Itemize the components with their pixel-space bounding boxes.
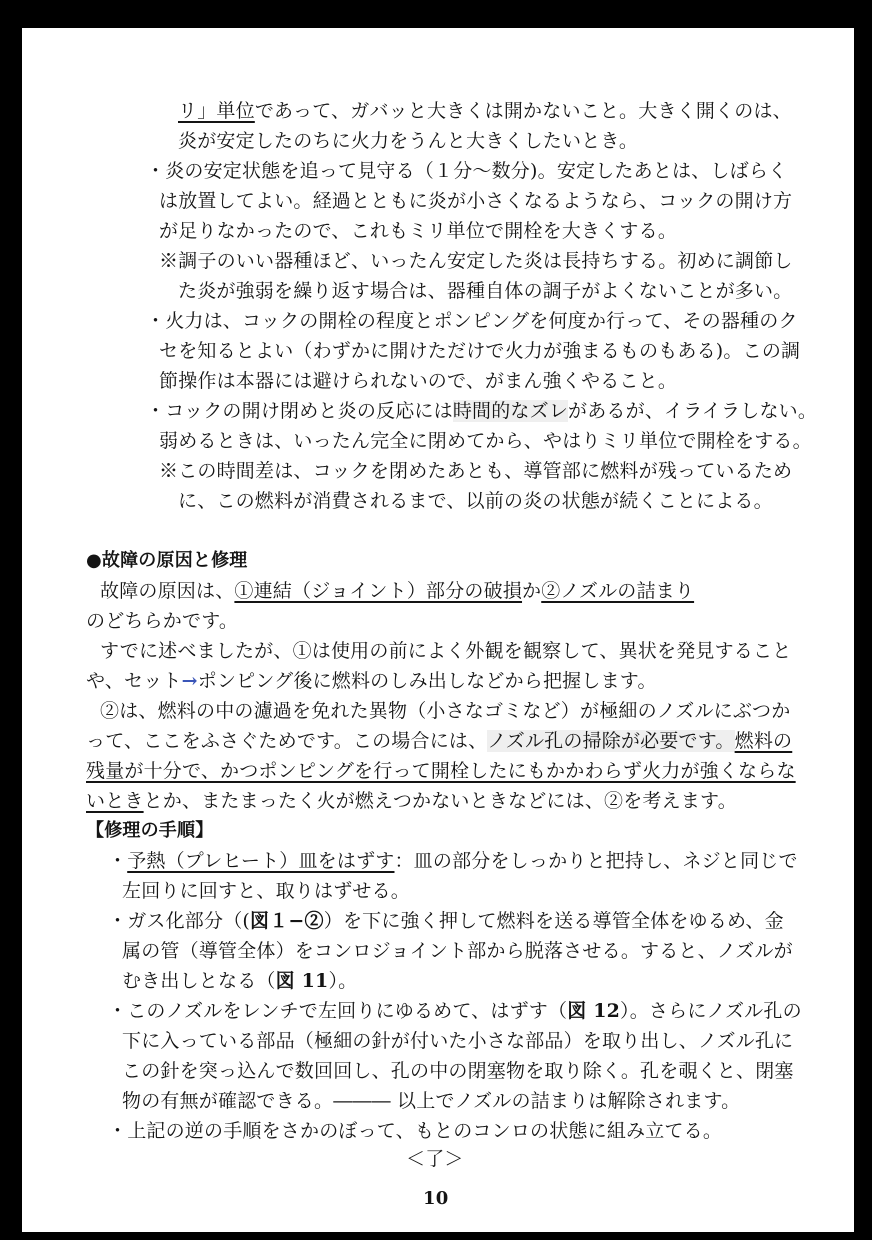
text: 故障の原因は、 <box>100 580 235 602</box>
tip-note-line-1: ※調子のいい器種ほど、いったん安定した炎は長持ちする。初めに調節し <box>159 250 793 272</box>
text: ・ガス化部分（( <box>108 910 251 932</box>
text: ・このノズルをレンチで左回りにゆるめて、はずす（ <box>108 1000 568 1022</box>
tip-line-10: 節操作は本器には避けられないので、がまん強くやること。 <box>159 370 678 392</box>
repair-step-1-line-1 <box>108 848 798 874</box>
text: か <box>522 580 542 602</box>
text: ・ <box>108 850 128 872</box>
repair-step-2-line-3 <box>122 968 357 994</box>
repair-step-2-line-1 <box>108 908 784 934</box>
tip-note-line-2: た炎が強弱を繰り返す場合は、器種自体の調子がよくないことが多い。 <box>178 280 793 302</box>
tip-note-line-4: に、この燃料が消費されるまで、以前の炎の状態が続くことによる。 <box>178 490 773 512</box>
text: って、ここをふさぐためです。この場合には、 <box>86 730 488 752</box>
text: ・コックの開け閉めと炎の反応には <box>146 400 453 422</box>
underlined-phrase: ①連結（ジョイント）部分の破損 <box>234 580 523 602</box>
failure-para-1 <box>100 578 694 604</box>
tip-line-3: ・炎の安定状態を追って見守る（１分〜数分)。安定したあとは、しばらく <box>146 160 788 182</box>
failure-para-3-line-1: ②は、燃料の中の濾過を免れた異物（小さなゴミなど）が極細のノズルにぶつか <box>100 700 791 722</box>
repair-step-3-line-1 <box>108 998 802 1024</box>
repair-step-3-line-4: 物の有無が確認できる。――― 以上でノズルの詰まりは解除されます。 <box>122 1090 741 1112</box>
repair-step-3-line-3: この針を突っ込んで数回回し、孔の中の閉塞物を取り除く。孔を覗くと、閉塞 <box>122 1060 794 1082</box>
tip-line-4: は放置してよい。経過とともに炎が小さくなるようなら、コックの開け方 <box>159 190 793 212</box>
text: ）。 <box>328 970 358 992</box>
text: ）。さらにノズル孔の <box>620 1000 802 1022</box>
text: とか、またまったく火が燃えつかないときなどには、②を考えます。 <box>143 790 737 812</box>
tip-note-line-3: ※この時間差は、コックを閉めたあとも、導管部に燃料が残っているため <box>159 460 793 482</box>
document-page <box>22 28 854 1232</box>
failure-para-3-line-3: 残量が十分で、かつポンピングを行って開栓したにもかかわらず火力が強くならな <box>86 760 796 782</box>
text: であって、ガバッと大きくは開かないこと。大きく開くのは、 <box>254 100 792 122</box>
text: むき出しとなる（ <box>122 970 276 992</box>
text: があるが、イライラしない。 <box>568 400 818 422</box>
end-mark: ＜了＞ <box>406 1148 464 1170</box>
page-number: 10 <box>423 1188 449 1209</box>
failure-para-1-end: のどちらかです。 <box>86 610 239 632</box>
repair-step-1-line-2: 左回りに回すと、取りはずせる。 <box>122 880 411 902</box>
highlighted-phrase: 時間的なズレ <box>452 400 569 422</box>
failure-para-3-line-2 <box>86 728 792 754</box>
tip-line-8: ・火力は、コックの開栓の程度とポンピングを何度か行って、その器種のク <box>146 310 798 332</box>
text: ）を下に強く押して燃料を送る導管全体をゆるめ、金 <box>323 910 784 932</box>
tip-line-5: が足りなかったので、これもミリ単位で開栓を大きくする。 <box>159 220 678 242</box>
repair-step-2-line-2: 属の管（導管全体）をコンロジョイント部から脱落させる。すると、ノズルが <box>122 940 793 962</box>
underlined-phrase: リ」単位 <box>178 100 255 122</box>
underlined-phrase: 燃料の <box>734 730 793 752</box>
failure-para-2-line-2 <box>86 668 657 694</box>
text: や、セット <box>86 670 182 692</box>
highlighted-phrase: ノズル孔の掃除が必要です。 <box>487 730 735 752</box>
repair-step-3-line-2: 下に入っている部品（極細の針が付いた小さな部品）を取り出し、ノズル孔に <box>122 1030 794 1052</box>
tip-line-12: 弱めるときは、いったん完全に閉めてから、やはりミリ単位で開栓をする。 <box>159 430 812 452</box>
figure-ref: 図 12 <box>567 1000 621 1022</box>
underlined-phrase: ②ノズルの詰まり <box>541 580 695 602</box>
failure-para-2-line-1: すでに述べましたが、①は使用の前によく外観を観察して、異状を発見すること <box>100 640 792 662</box>
text: ：皿の部分をしっかりと把持し、ネジと同じで <box>394 850 798 872</box>
tip-line-11 <box>146 398 817 424</box>
figure-ref: 図１−② <box>250 910 324 932</box>
text: ポンピング後に燃料のしみ出しなどから把握します。 <box>197 670 657 692</box>
section-heading-repair: 【修理の手順】 <box>86 820 214 841</box>
section-heading-failure: ●故障の原因と修理 <box>86 550 248 571</box>
arrow-icon: → <box>181 670 198 692</box>
tip-line-9: セを知るとよい（わずかに開けただけで火力が強まるものもある)。この調 <box>159 340 801 362</box>
tip-line-2: 炎が安定したのちに火力をうんと大きくしたいとき。 <box>178 130 639 152</box>
repair-step-4: ・上記の逆の手順をさかのぼって、もとのコンロの状態に組み立てる。 <box>108 1120 723 1142</box>
tip-line-1 <box>178 98 792 124</box>
underlined-phrase: いとき <box>86 790 144 812</box>
figure-ref: 図 11 <box>275 970 329 992</box>
underlined-phrase: 予熱（プレヒート）皿をはずす <box>127 850 395 872</box>
failure-para-3-line-4 <box>86 788 737 814</box>
